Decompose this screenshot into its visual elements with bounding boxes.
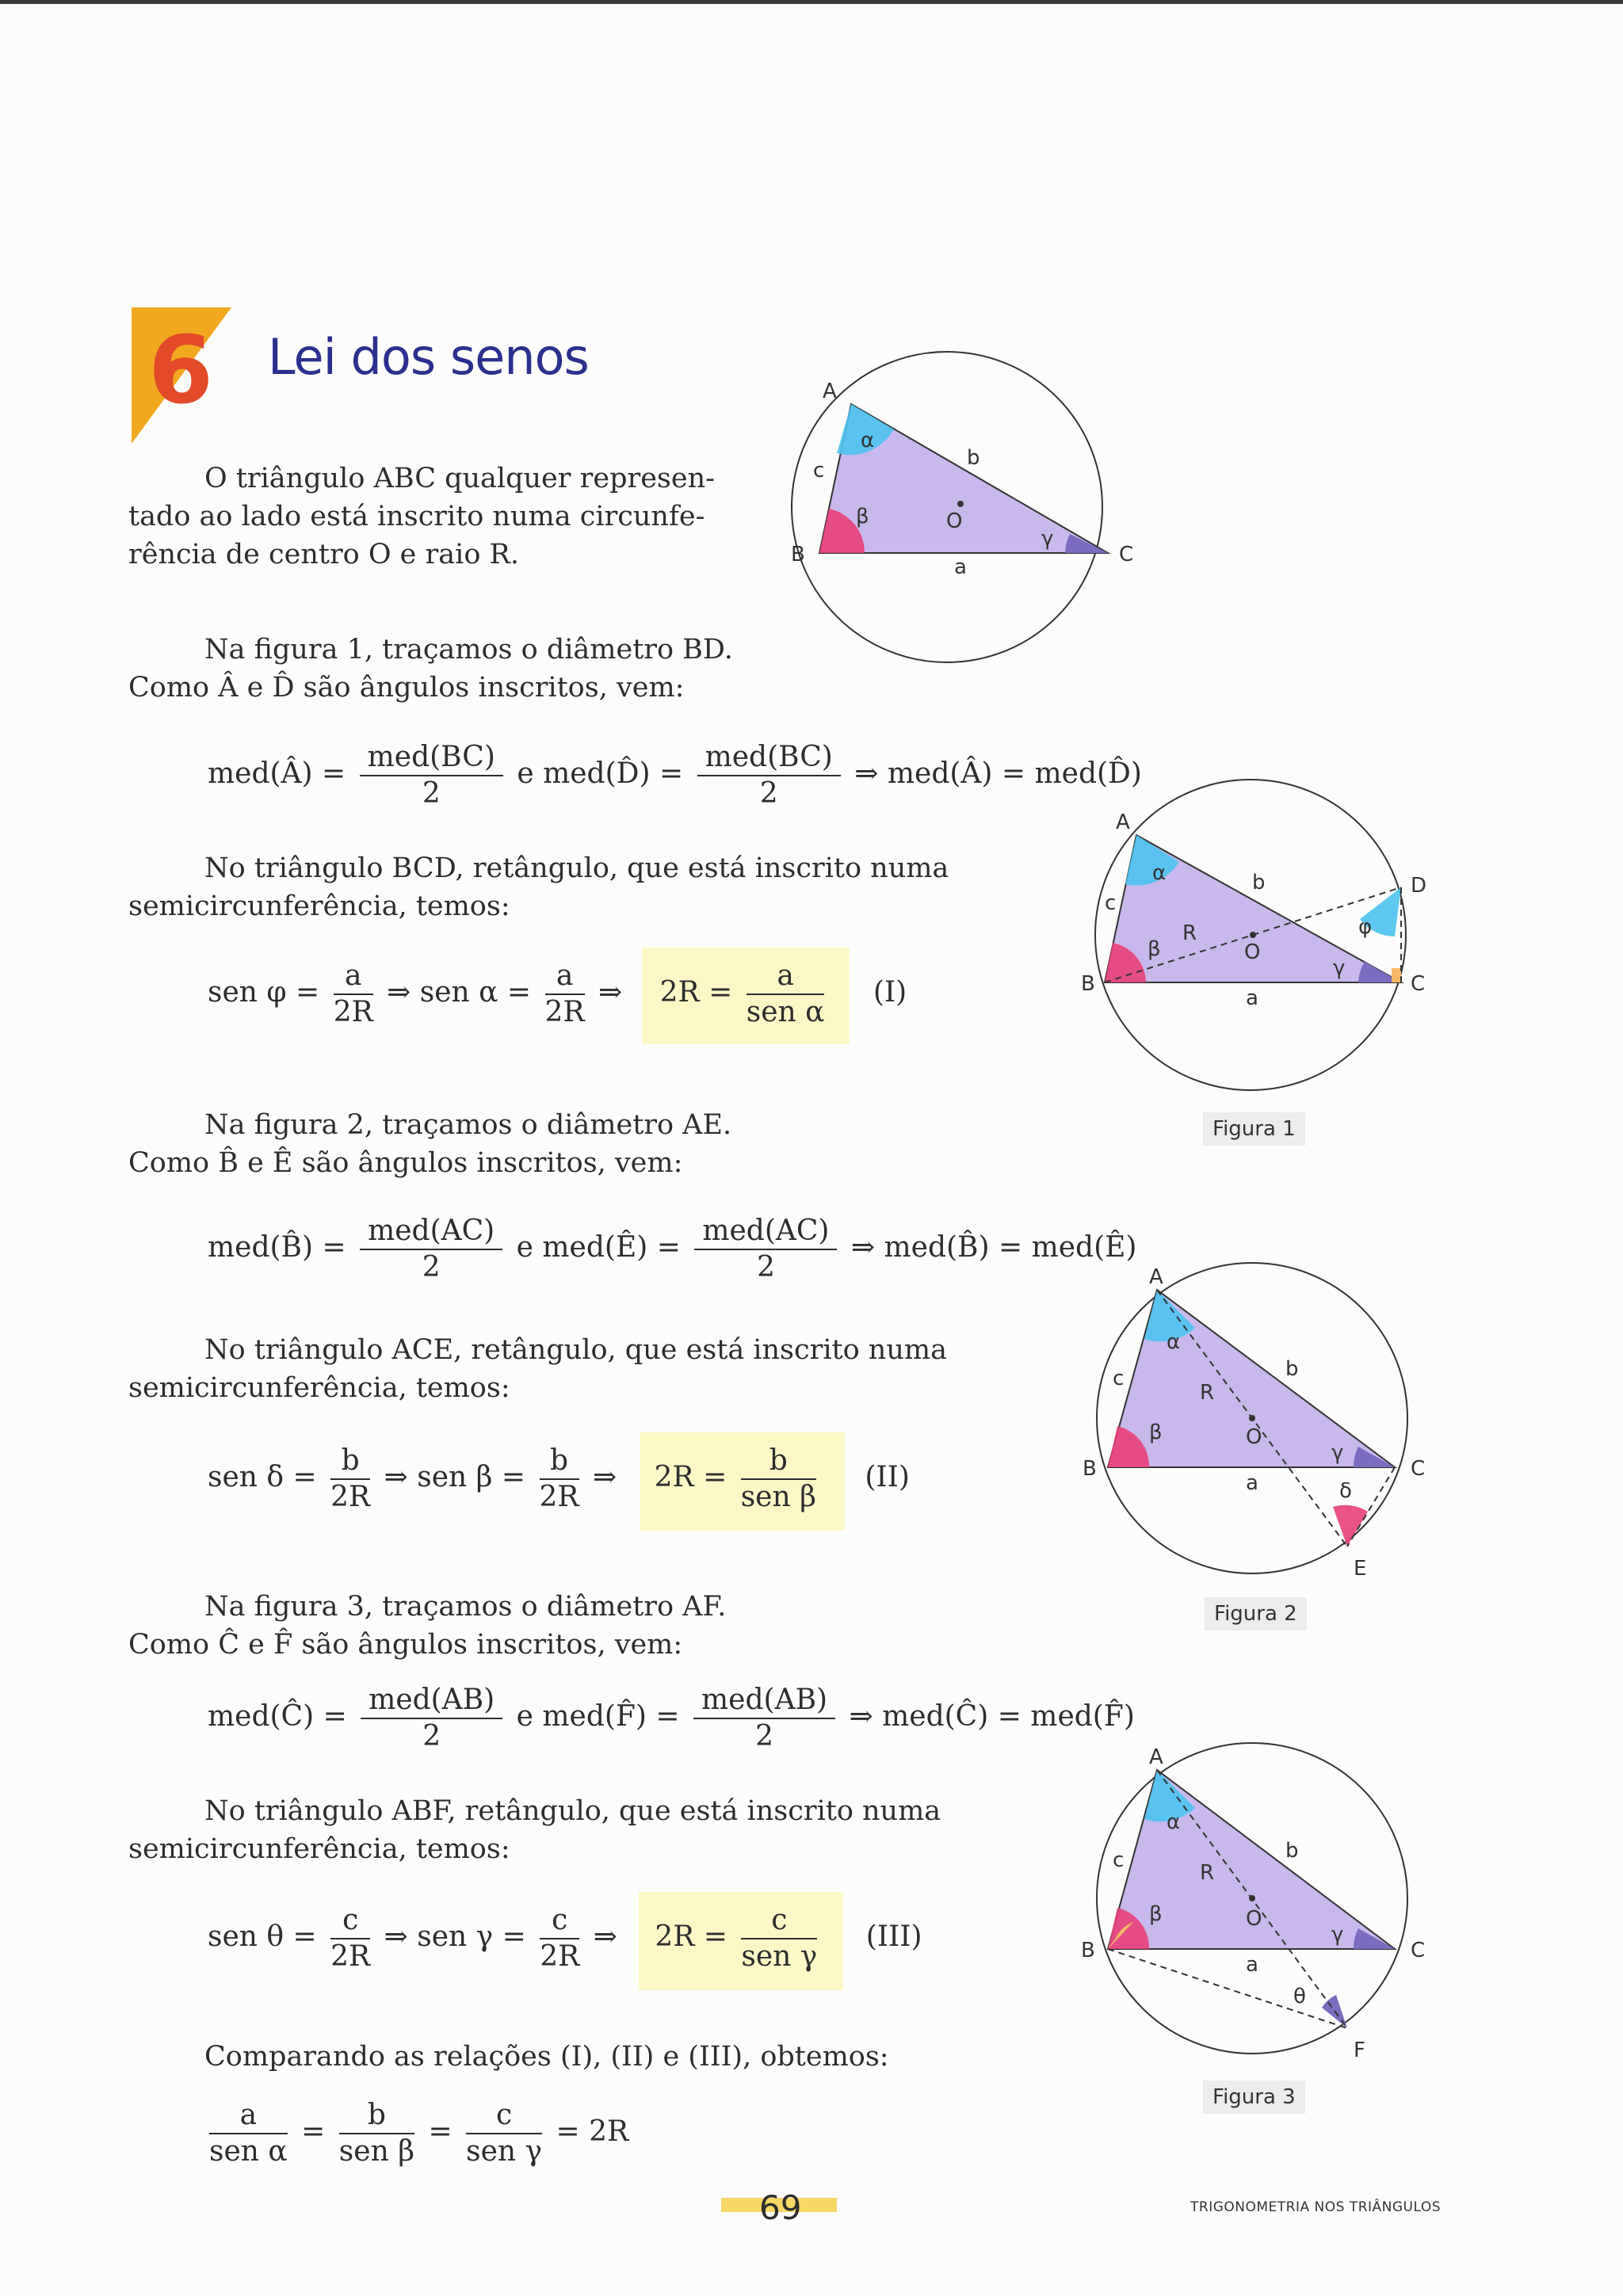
- figure-1-caption: Figura 1: [1203, 1112, 1305, 1146]
- sen2-tag: (II): [865, 1461, 910, 1493]
- fig2-A: A: [1149, 1265, 1163, 1289]
- equation-3: [208, 1683, 1135, 1754]
- fig1-R: R: [1182, 921, 1197, 945]
- sen1-boxed-lhs: 2R =: [659, 976, 733, 1009]
- fig1-A: A: [1116, 810, 1130, 834]
- sen3-boxed-lhs: 2R =: [655, 1920, 727, 1953]
- compare-num-1: a: [209, 2098, 288, 2134]
- sen2-part-c: ⇒: [592, 1461, 617, 1493]
- eq1-den-1: 2: [422, 777, 441, 810]
- fig3-A: A: [1149, 1745, 1163, 1769]
- fig2-E: E: [1354, 1557, 1367, 1581]
- ace-text-line-1: No triângulo ACE, retângulo, que está inscrito numa: [204, 1334, 947, 1366]
- fig1-phi: φ: [1358, 915, 1373, 939]
- sen3-den-2: 2R: [540, 1940, 580, 1973]
- fig1-c: c: [1105, 891, 1117, 915]
- fig1-gamma: γ: [1333, 956, 1346, 980]
- eq1-num-1: med(BC): [360, 740, 503, 776]
- fig1-B: B: [1081, 972, 1095, 996]
- intro-line-3: rência de centro O e raio R.: [128, 539, 519, 570]
- sen1-part-c: ⇒: [598, 976, 623, 1009]
- fig3-O: O: [1246, 1907, 1262, 1931]
- sen2-part-a: sen δ =: [208, 1461, 317, 1493]
- sen1-part-a: sen φ =: [208, 976, 320, 1009]
- eq3-mid: e med(F̂) =: [516, 1700, 680, 1733]
- compare-den-1: sen α: [209, 2135, 288, 2168]
- fig2-alpha: α: [1167, 1330, 1181, 1354]
- equation-1: [208, 740, 1142, 811]
- eq3-den-1: 2: [422, 1720, 441, 1753]
- bcd-text-line-2: semicircunferência, temos:: [128, 891, 510, 922]
- fig2-gamma: γ: [1331, 1441, 1344, 1465]
- abf-text-line-2: semicircunferência, temos:: [128, 1833, 510, 1865]
- eq2-num-2: med(AC): [694, 1214, 837, 1250]
- fig3-C: C: [1411, 1939, 1426, 1962]
- fig2-R: R: [1200, 1381, 1215, 1405]
- fig3-a: a: [1246, 1953, 1258, 1977]
- eq1-lhs: med(Â) =: [208, 757, 346, 790]
- compare-eq-1: =: [301, 2115, 326, 2148]
- sen2-num-2: b: [540, 1444, 579, 1480]
- fig0-beta: β: [856, 505, 869, 528]
- compare-den-3: sen γ: [466, 2135, 543, 2168]
- sen1-den-2: 2R: [544, 996, 585, 1028]
- fig0-c: c: [813, 459, 825, 482]
- fig3-alpha: α: [1167, 1810, 1181, 1834]
- page-number: 69: [759, 2188, 802, 2227]
- eq3-num-1: med(AB): [361, 1683, 502, 1719]
- equation-2: [208, 1214, 1136, 1285]
- fig1-C: C: [1411, 972, 1426, 996]
- fig1-O: O: [1244, 940, 1261, 964]
- fig0-A: A: [823, 379, 837, 403]
- sen1-num-1: a: [334, 959, 373, 995]
- sen2-num-3: b: [741, 1444, 816, 1480]
- eq3-den-2: 2: [755, 1720, 774, 1753]
- eq2-rhs: ⇒ med(B̂) = med(Ê): [850, 1231, 1137, 1264]
- eq2-num-1: med(AC): [360, 1214, 502, 1250]
- fig1-text-line-1: Na figura 1, traçamos o diâmetro BD.: [204, 634, 733, 666]
- compare-den-2: sen β: [338, 2135, 415, 2168]
- fig2-c: c: [1113, 1367, 1125, 1390]
- sen3-part-c: ⇒: [593, 1920, 617, 1953]
- fig2-text-line-2: Como B̂ e Ê são ângulos inscritos, vem:: [128, 1147, 683, 1179]
- fig0-alpha: α: [861, 429, 875, 452]
- compare-eq-2: =: [428, 2115, 453, 2148]
- compare-rhs: = 2R: [556, 2115, 629, 2148]
- bcd-text-line-1: No triângulo BCD, retângulo, que está inscrito numa: [204, 852, 949, 884]
- fig2-a: a: [1246, 1471, 1258, 1495]
- eq2-mid: e med(Ê) =: [516, 1231, 681, 1264]
- fig1-alpha: α: [1152, 861, 1167, 885]
- fig2-delta: δ: [1339, 1479, 1352, 1503]
- fig0-C: C: [1119, 543, 1134, 566]
- ace-text-line-2: semicircunferência, temos:: [128, 1372, 510, 1404]
- figure-1: [1070, 769, 1450, 1101]
- intro-line-2: tado ao lado está inscrito numa circunfe-: [128, 501, 705, 532]
- sen2-den-3: sen β: [740, 1481, 816, 1513]
- sen2-part-b: ⇒ sen β =: [384, 1461, 526, 1493]
- top-border: [0, 0, 1623, 4]
- fig3-c: c: [1113, 1848, 1125, 1872]
- sen1-num-2: a: [545, 959, 585, 995]
- fig0-O: O: [946, 509, 963, 533]
- fig3-gamma: γ: [1331, 1923, 1344, 1947]
- sen3-tag: (III): [865, 1920, 922, 1953]
- fig3-b: b: [1285, 1839, 1299, 1863]
- sen3-den-3: sen γ: [741, 1940, 818, 1973]
- fig3-F: F: [1354, 2039, 1365, 2062]
- sine-relation-2: [208, 1444, 910, 1515]
- chapter-flag-icon: [132, 307, 231, 444]
- fig1-D: D: [1411, 874, 1427, 898]
- sen3-den-1: 2R: [330, 1940, 371, 1973]
- fig2-B: B: [1083, 1457, 1097, 1481]
- running-title: TRIGONOMETRIA NOS TRIÂNGULOS: [1190, 2199, 1442, 2215]
- fig0-a: a: [954, 555, 967, 579]
- eq2-lhs: med(B̂) =: [208, 1231, 346, 1264]
- eq3-lhs: med(Ĉ) =: [208, 1700, 347, 1733]
- figure-3: [1070, 1740, 1450, 2073]
- eq2-den-1: 2: [422, 1251, 441, 1283]
- sen3-num-2: c: [540, 1903, 579, 1939]
- fig2-beta: β: [1149, 1421, 1163, 1444]
- fig3-text-line-2: Como Ĉ e F̂ são ângulos inscritos, vem:: [128, 1629, 683, 1661]
- chapter-title: Lei dos senos: [268, 328, 589, 386]
- eq1-num-2: med(BC): [697, 740, 841, 776]
- fig2-b: b: [1285, 1357, 1299, 1381]
- fig0-B: B: [791, 543, 805, 566]
- chapter-number: 6: [147, 315, 214, 425]
- sen1-part-b: ⇒ sen α =: [387, 976, 532, 1009]
- sine-relation-1: [208, 959, 907, 1030]
- sen2-den-1: 2R: [330, 1481, 371, 1513]
- fig3-beta: β: [1149, 1902, 1163, 1926]
- eq2-den-2: 2: [756, 1251, 775, 1283]
- sen3-part-a: sen θ =: [208, 1920, 317, 1953]
- sen1-num-3: a: [747, 959, 825, 995]
- figure-2: [1070, 1260, 1450, 1592]
- figure-triangle-abc: [785, 341, 1141, 673]
- sine-relation-3: [208, 1903, 922, 1974]
- fig2-text-line-1: Na figura 2, traçamos o diâmetro AE.: [204, 1109, 732, 1141]
- sen1-tag: (I): [873, 976, 907, 1009]
- fig3-theta: θ: [1293, 1985, 1306, 2008]
- compare-num-3: c: [466, 2098, 542, 2134]
- compare-num-2: b: [339, 2098, 414, 2134]
- fig2-O: O: [1246, 1425, 1262, 1449]
- fig0-gamma: γ: [1041, 527, 1054, 551]
- sen3-num-1: c: [330, 1903, 370, 1939]
- fig3-R: R: [1200, 1861, 1215, 1885]
- sen3-num-3: c: [741, 1903, 817, 1939]
- sen1-den-3: sen α: [746, 996, 825, 1028]
- sen2-den-2: 2R: [539, 1481, 579, 1513]
- eq3-rhs: ⇒ med(Ĉ) = med(F̂): [849, 1700, 1135, 1733]
- intro-line-1: O triângulo ABC qualquer represen-: [204, 463, 715, 494]
- sen1-den-1: 2R: [333, 996, 373, 1028]
- eq1-den-2: 2: [759, 777, 778, 810]
- eq1-rhs: ⇒ med(Â) = med(D̂): [854, 757, 1142, 790]
- fig0-b: b: [967, 446, 980, 470]
- final-law-of-sines: [204, 2098, 628, 2169]
- eq3-num-2: med(AB): [693, 1683, 835, 1719]
- abf-text-line-1: No triângulo ABF, retângulo, que está inscrito numa: [204, 1795, 941, 1827]
- fig1-a: a: [1246, 986, 1258, 1010]
- figure-3-caption: Figura 3: [1203, 2081, 1305, 2114]
- fig1-b: b: [1252, 871, 1266, 894]
- figure-2-caption: Figura 2: [1205, 1597, 1307, 1630]
- fig1-text-line-2: Como Â e D̂ são ângulos inscritos, vem:: [128, 672, 685, 704]
- fig3-B: B: [1081, 1939, 1095, 1962]
- fig1-beta: β: [1148, 937, 1161, 961]
- compare-text: Comparando as relações (I), (II) e (III), obtemos:: [204, 2041, 889, 2073]
- fig3-text-line-1: Na figura 3, traçamos o diâmetro AF.: [204, 1591, 727, 1623]
- sen3-part-b: ⇒ sen γ =: [384, 1920, 526, 1953]
- eq1-mid: e med(D̂) =: [517, 757, 684, 790]
- sen2-boxed-lhs: 2R =: [654, 1461, 727, 1493]
- fig2-C: C: [1411, 1457, 1426, 1481]
- sen2-num-1: b: [330, 1444, 370, 1480]
